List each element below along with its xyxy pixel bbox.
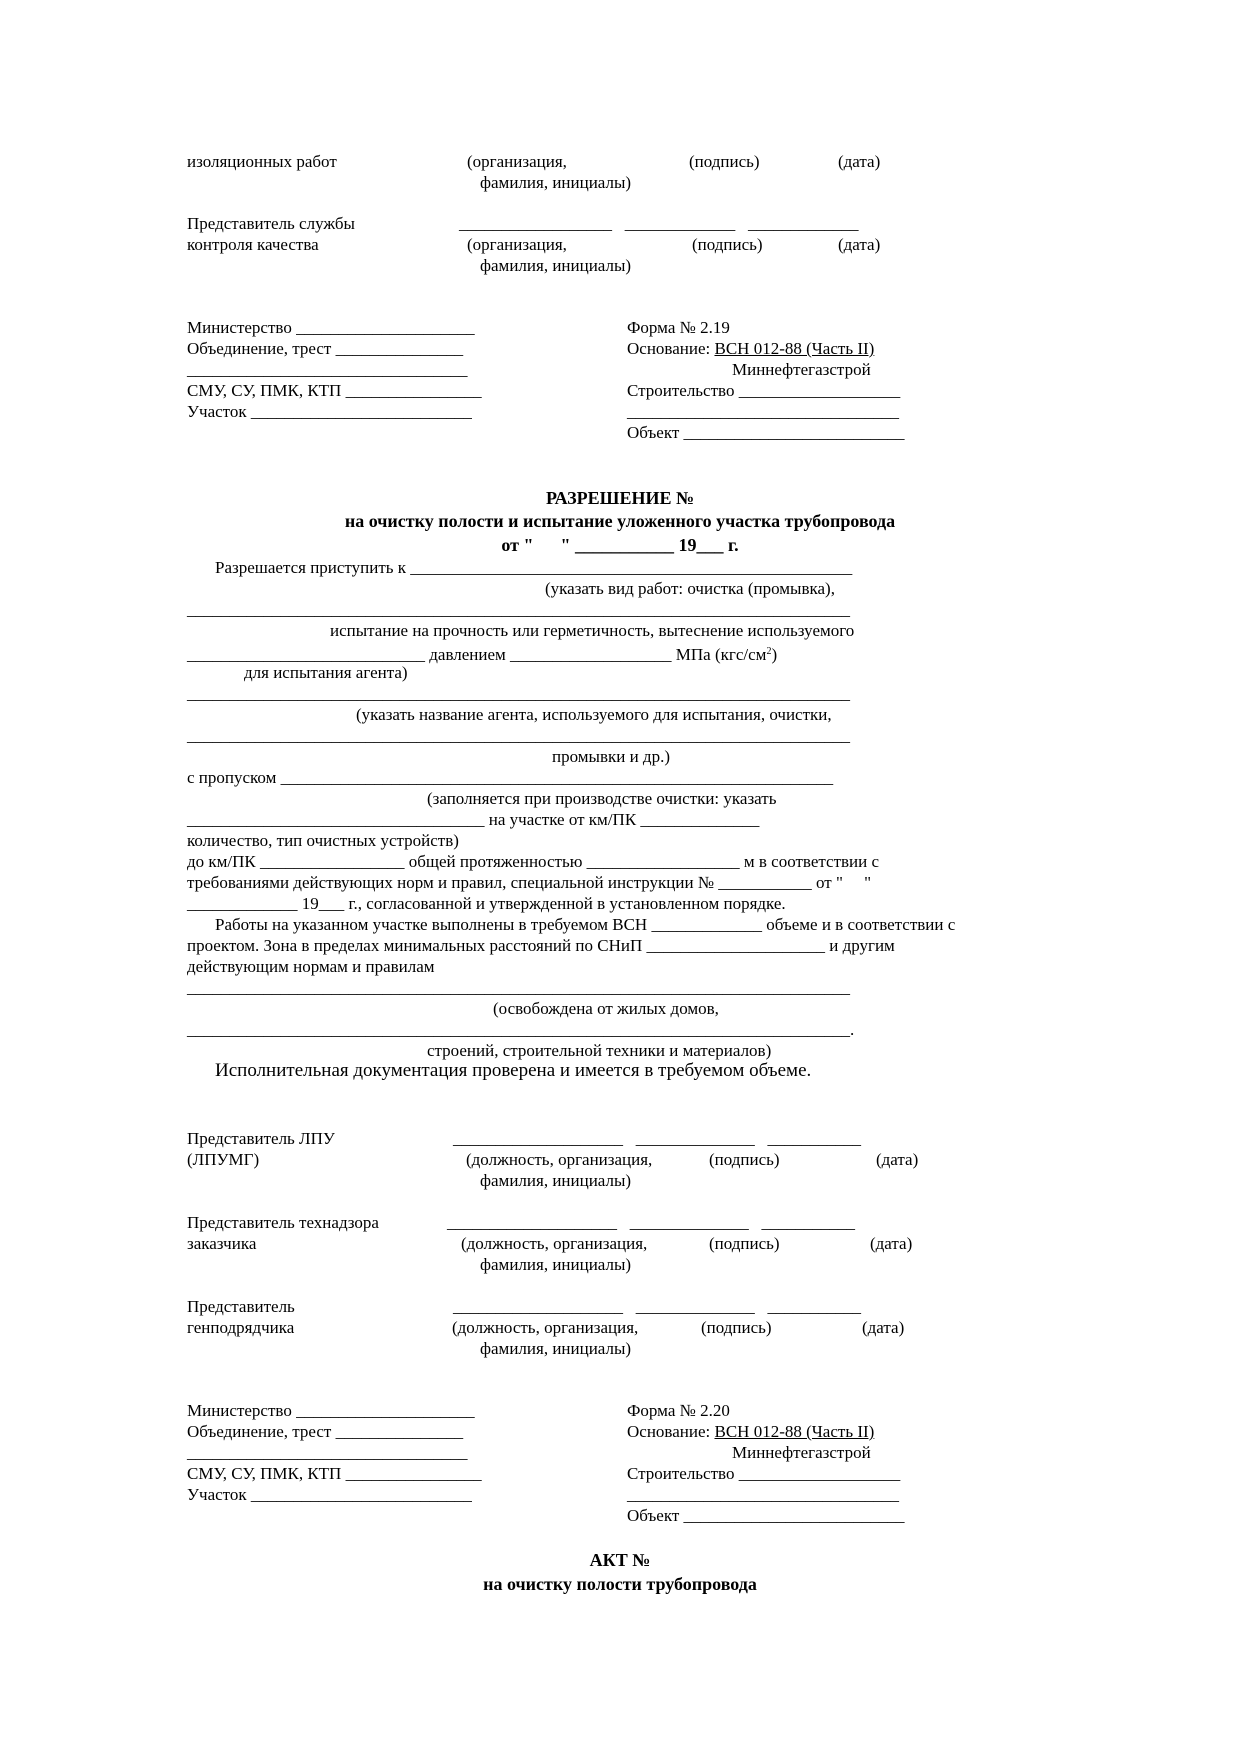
permit-date: от " " ___________ 19___ г. — [501, 535, 739, 555]
signer-role: Представитель — [187, 1297, 295, 1316]
signature-lines: __________________ _____________ _____________ — [459, 214, 859, 233]
date-caption: (дата) — [862, 1318, 905, 1337]
blank-line: ______________________________________________________________________________ — [187, 600, 850, 619]
signature-caption: (подпись) — [709, 1150, 780, 1169]
position-caption: (должность, организация, — [452, 1318, 639, 1337]
role-insulation-works: изоляционных работ — [187, 152, 337, 171]
basis-link[interactable]: ВСН 012-88 (Часть II) — [714, 339, 875, 358]
blank-line: ______________________________________________________________________________ — [187, 684, 850, 703]
hint-cleaning: (заполняется при производстве очистки: указать — [427, 789, 777, 808]
site-field: Участок __________________________ — [187, 1485, 472, 1504]
signer-role: Представитель технадзора — [187, 1213, 379, 1232]
object-field: Объект __________________________ — [627, 423, 905, 442]
signer-role-2: генподрядчика — [187, 1318, 295, 1337]
works-line-1: Работы на указанном участке выполнены в требуемом ВСН _____________ объеме и в соответствии с — [215, 915, 956, 934]
to-km-field: до км/ПК _________________ общей протяженностью __________________ м в соответствии с — [187, 852, 880, 871]
hint-flushing: промывки и др.) — [552, 747, 670, 766]
pressure-text: ____________________________ давлением ___________________ МПа (кгс/см — [187, 645, 767, 664]
fio-caption: фамилия, инициалы) — [480, 1255, 632, 1274]
construction-field: Строительство ___________________ — [627, 1464, 901, 1483]
fio-caption: фамилия, инициалы) — [480, 256, 632, 275]
blank-line: _________________________________ — [187, 360, 468, 379]
date-caption: (дата) — [876, 1150, 919, 1169]
hint-agent-name: (указать название агента, используемого для испытания, очистки, — [356, 705, 832, 724]
basis-line — [627, 338, 874, 359]
construction-line: ________________________________ — [627, 1485, 899, 1504]
signature-lines: ____________________ ______________ ___________ — [453, 1297, 861, 1316]
position-caption: (должность, организация, — [461, 1234, 648, 1253]
signature-caption: (подпись) — [701, 1318, 772, 1337]
fio-caption: фамилия, инициалы) — [480, 1339, 632, 1358]
smu-field: СМУ, СУ, ПМК, КТП ________________ — [187, 381, 482, 400]
permit-title: РАЗРЕШЕНИЕ № — [545, 488, 695, 508]
hint-devices: количество, тип очистных устройств) — [187, 831, 459, 850]
signer-role-2: (ЛПУМГ) — [187, 1150, 260, 1169]
works-line-2: проектом. Зона в пределах минимальных расстояний по СНиП _____________________ и другим — [187, 936, 895, 955]
form-number: Форма № 2.19 — [627, 318, 730, 337]
permit-subtitle: на очистку полости и испытание уложенного участка трубопровода — [344, 511, 896, 531]
pressure-close: ) — [771, 645, 778, 664]
section-field: ___________________________________ на участке от км/ПК ______________ — [187, 810, 760, 829]
date-caption: (дата) — [838, 152, 881, 171]
site-field: Участок __________________________ — [187, 402, 472, 421]
blank-line: ______________________________________________________________________________ — [187, 726, 850, 745]
basis-line — [627, 1421, 874, 1442]
works-line-3: действующим нормам и правилам — [187, 957, 435, 976]
object-field: Объект __________________________ — [627, 1506, 905, 1525]
basis-link[interactable]: ВСН 012-88 (Часть II) — [714, 1422, 875, 1441]
fio-caption: фамилия, инициалы) — [480, 1171, 632, 1190]
blank-line: ______________________________________________________________________________. — [187, 1020, 855, 1039]
signature-lines: ____________________ ______________ ___________ — [453, 1129, 861, 1148]
trust-field: Объединение, трест _______________ — [187, 339, 464, 358]
skip-field: с пропуском _________________________________________________________________ — [187, 768, 834, 787]
signature-caption: (подпись) — [692, 235, 763, 254]
act-subtitle: на очистку полости трубопровода — [483, 1574, 757, 1594]
pressure-sup: 2 — [766, 646, 772, 657]
ministry-field: Министерство _____________________ — [187, 318, 475, 337]
permit-work-type: Разрешается приступить к ____________________________________________________ — [215, 558, 853, 577]
date-caption: (дата) — [838, 235, 881, 254]
hint-work-type: (указать вид работ: очистка (промывка), — [545, 579, 835, 598]
basis-label: Основание: — [627, 339, 715, 358]
hint-agent: для испытания агента) — [244, 663, 408, 682]
ministry-name: Миннефтегазстрой — [732, 1443, 871, 1462]
signer-role-2: заказчика — [187, 1234, 257, 1253]
form-number: Форма № 2.20 — [627, 1401, 730, 1420]
org-caption: (организация, — [467, 152, 567, 171]
position-caption: (должность, организация, — [466, 1150, 653, 1169]
ministry-name: Миннефтегазстрой — [732, 360, 871, 379]
act-title: АКТ № — [589, 1550, 651, 1570]
construction-line: ________________________________ — [627, 402, 899, 421]
org-caption: (организация, — [467, 235, 567, 254]
hint-structures: строений, строительной техники и материалов) — [427, 1041, 772, 1060]
trust-field: Объединение, трест _______________ — [187, 1422, 464, 1441]
blank-line: _________________________________ — [187, 1443, 468, 1462]
hint-buildings: (освобождена от жилых домов, — [493, 999, 719, 1018]
docs-checked: Исполнительная документация проверена и имеется в требуемом объеме. — [215, 1060, 812, 1081]
signature-caption: (подпись) — [689, 152, 760, 171]
role-quality-control: Представитель службы — [187, 214, 355, 233]
construction-field: Строительство ___________________ — [627, 381, 901, 400]
hint-test-type: испытание на прочность или герметичность, вытеснение используемого — [330, 621, 855, 640]
ministry-field: Министерство _____________________ — [187, 1401, 475, 1420]
basis-label: Основание: — [627, 1422, 715, 1441]
approved-line: _____________ 19___ г., согласованной и утвержденной в установленном порядке. — [187, 894, 786, 913]
blank-line: ______________________________________________________________________________ — [187, 978, 850, 997]
requirements-line: требованиями действующих норм и правил, специальной инструкции № ___________ от " " — [187, 873, 872, 892]
signer-role: Представитель ЛПУ — [187, 1129, 335, 1148]
role-quality-control-2: контроля качества — [187, 235, 319, 254]
signature-caption: (подпись) — [709, 1234, 780, 1253]
smu-field: СМУ, СУ, ПМК, КТП ________________ — [187, 1464, 482, 1483]
fio-caption: фамилия, инициалы) — [480, 173, 632, 192]
date-caption: (дата) — [870, 1234, 913, 1253]
signature-lines: ____________________ ______________ ___________ — [447, 1213, 855, 1232]
